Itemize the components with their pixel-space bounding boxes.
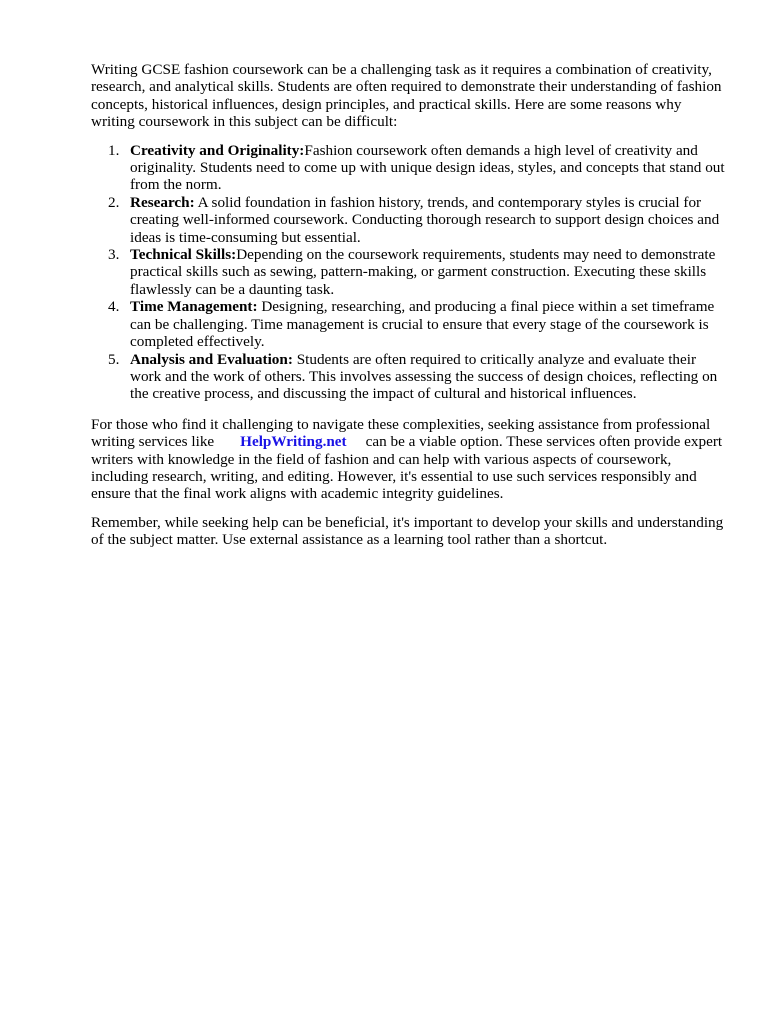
help-paragraph <box>91 416 726 503</box>
list-item <box>91 194 726 246</box>
help-text-before: For those who find it challenging to navigate these complexities, seeking assistance from professional writing services like <box>91 415 711 451</box>
list-item-number: 2. <box>108 193 120 211</box>
list-item-text: Designing, researching, and producing a final piece within a set timeframe can be challenging. Time management is crucial to ensure that every stage of the coursework is completed effectively. <box>130 298 715 351</box>
list-item-number: 5. <box>108 350 120 368</box>
list-item <box>91 142 726 194</box>
reasons-list <box>91 142 726 403</box>
list-item-title: Research: <box>130 193 195 211</box>
list-item-text: Students are often required to critically analyze and evaluate their work and the work of others. This involves assessing the success of design choices, reflecting on the creative process, and discussing the impact of cultural and historical influences. <box>130 350 718 403</box>
intro-paragraph: Writing GCSE fashion coursework can be a challenging task as it requires a combination of creativity, research, and analytical skills. Students are often required to demonstrate their understanding of fashion concepts, historical influences, design principles, and practical skills. Here are some reasons why writing coursework in this subject can be difficult: <box>91 61 722 131</box>
document-page <box>91 61 726 549</box>
help-text-after: can be a viable option. These services often provide expert writers with knowledge in the field of fashion and can help with various aspects of coursework, including research, writing, and editing. However, it's essential to use such services responsibly and ensure that the final work aligns with academic integrity guidelines. <box>91 433 723 503</box>
list-item <box>91 246 726 298</box>
list-item-text: Fashion coursework often demands a high level of creativity and originality. Students need to come up with unique design ideas, styles, and concepts that stand out from the norm. <box>130 141 725 194</box>
list-item-title: Creativity and Originality: <box>130 141 305 159</box>
list-item-text: A solid foundation in fashion history, trends, and contemporary styles is crucial for creating well-informed coursework. Conducting thorough research to support design choices and ideas is time-consuming but essential. <box>130 193 720 246</box>
remember-paragraph: Remember, while seeking help can be beneficial, it's important to develop your skills and understanding of the subject matter. Use external assistance as a learning tool rather than a shortcut. <box>91 513 724 549</box>
list-item-number: 4. <box>108 298 120 316</box>
list-item-number: 1. <box>108 141 120 159</box>
list-item-title: Analysis and Evaluation: <box>130 350 293 368</box>
list-item-title: Technical Skills: <box>130 246 237 264</box>
list-item <box>91 298 726 350</box>
helpwriting-link[interactable]: HelpWriting.net <box>240 433 347 451</box>
list-item-text: Depending on the coursework requirements, students may need to demonstrate practical skills such as sewing, pattern-making, or garment construction. Executing these skills flawlessly can be a daunting task. <box>130 246 716 298</box>
list-item-title: Time Management: <box>130 298 258 316</box>
list-item-number: 3. <box>108 246 120 264</box>
list-item <box>91 351 726 403</box>
